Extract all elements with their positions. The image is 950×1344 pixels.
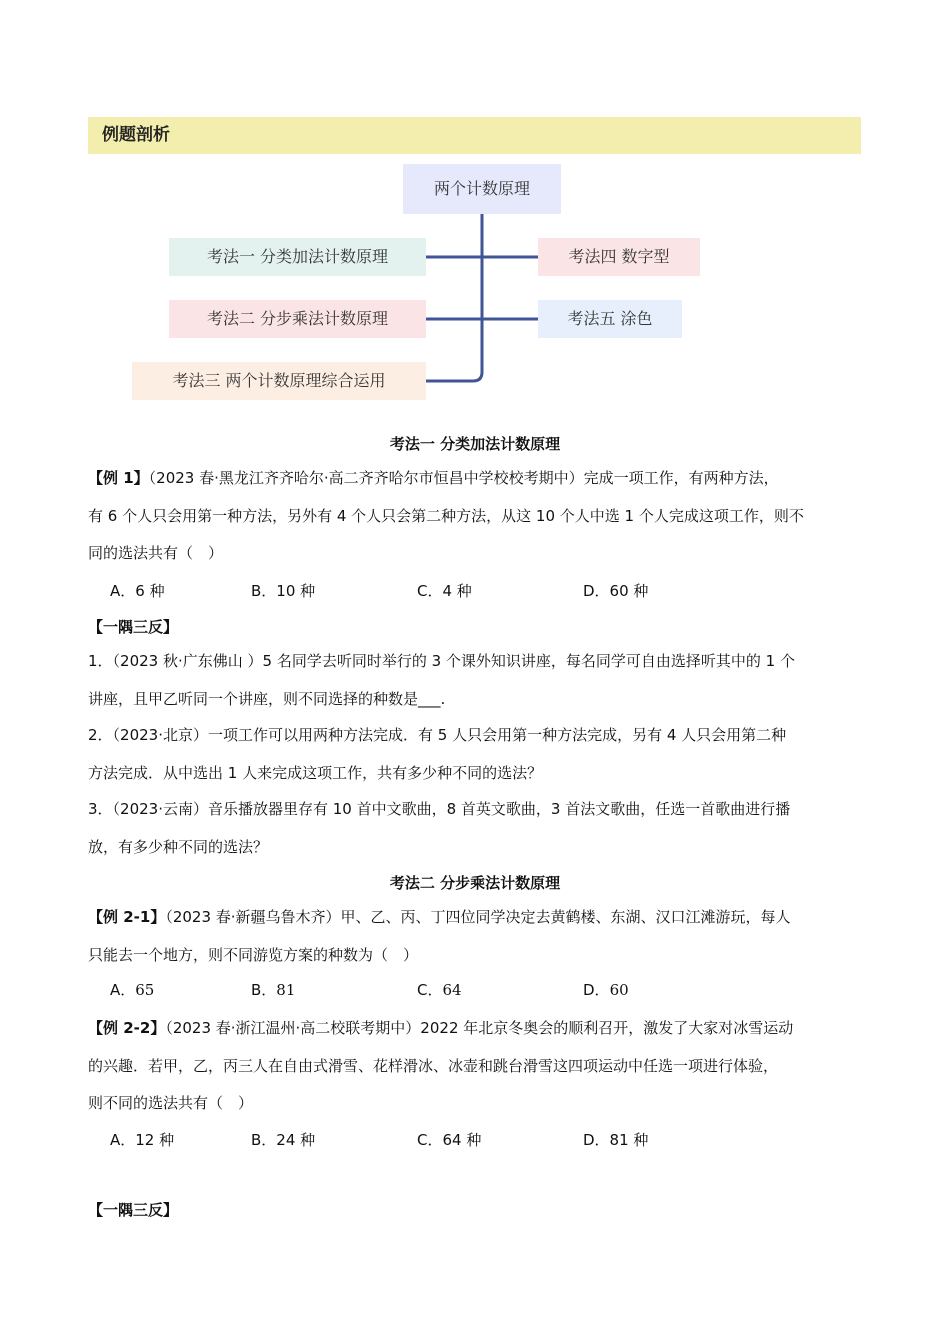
question-1-line-1: 1．（2023 秋·广东佛山 ）5 名同学去听同时举行的 3 个课外知识讲座，每名同学可自由选择听其中的 1 个	[88, 652, 795, 670]
section-title: 例题剖析	[88, 117, 861, 154]
example-1-option-c: C．4 种	[417, 582, 472, 600]
mindmap-kaofa4: 考法四 数字型	[538, 238, 700, 276]
example-2-1-option-d: D．60	[583, 981, 629, 999]
example-2-2-line-2: 的兴趣．若甲，乙，丙三人在自由式滑雪、花样滑冰、冰壶和跳台滑雪这四项运动中任选一项进行体验，	[88, 1057, 779, 1075]
branch-line-3	[426, 372, 482, 381]
example-2-2-option-d: D．81 种	[583, 1131, 649, 1149]
example-2-2-option-a: A．12 种	[110, 1131, 175, 1149]
example-1-tag: 【例 1】	[88, 469, 149, 487]
example-1-line-3: 同的选法共有（ ）	[88, 544, 224, 562]
kaofa1-heading: 考法一 分类加法计数原理	[389, 435, 561, 453]
example-2-2-option-c: C．64 种	[417, 1131, 482, 1149]
question-1-line-2: 讲座，且甲乙听同一个讲座，则不同选择的种数是___.	[88, 690, 446, 708]
example-1-line-1: 【例 1】（2023 春·黑龙江齐齐哈尔·高二齐齐哈尔市恒昌中学校校考期中）完成一项工作，有两种方法，	[88, 469, 779, 487]
mindmap-kaofa3: 考法三 两个计数原理综合运用	[132, 362, 426, 400]
question-3-line-2: 放，有多少种不同的选法？	[88, 838, 269, 856]
example-2-2-option-b: B．24 种	[251, 1131, 316, 1149]
yiyu-sanfan-2: 【一隅三反】	[88, 1201, 179, 1219]
example-2-2-tag: 【例 2-2】	[88, 1019, 166, 1037]
example-2-1-option-a: A．65	[110, 981, 155, 999]
example-2-2-line-1: 【例 2-2】（2023 春·浙江温州·高二校联考期中）2022 年北京冬奥会的顺利召开，激发了大家对冰雪运动	[88, 1019, 794, 1037]
example-2-1-option-b: B．81	[251, 981, 296, 999]
question-2-line-2: 方法完成．从中选出 1 人来完成这项工作，共有多少种不同的选法？	[88, 764, 543, 782]
yiyu-sanfan-1: 【一隅三反】	[88, 618, 179, 636]
question-3-line-1: 3．（2023·云南）音乐播放器里存有 10 首中文歌曲，8 首英文歌曲，3 首法文歌曲，任选一首歌曲进行播	[88, 800, 791, 818]
example-2-1-tag: 【例 2-1】	[88, 908, 166, 926]
mindmap-kaofa5: 考法五 涂色	[538, 300, 682, 338]
kaofa2-heading: 考法二 分步乘法计数原理	[389, 874, 561, 892]
example-2-1-line-2: 只能去一个地方，则不同游览方案的种数为（ ）	[88, 946, 419, 964]
example-2-2-line-3: 则不同的选法共有（ ）	[88, 1094, 254, 1112]
example-2-1-option-c: C．64	[417, 981, 462, 999]
example-1-option-a: A．6 种	[110, 582, 165, 600]
example-1-option-d: D．60 种	[583, 582, 649, 600]
example-1-line-2: 有 6 个人只会用第一种方法，另外有 4 个人只会第二种方法，从这 10 个人中选 1 个人完成这项工作，则不	[88, 507, 804, 525]
question-2-line-1: 2．（2023·北京）一项工作可以用两种方法完成．有 5 人只会用第一种方法完成，另有 4 人只会用第二种	[88, 726, 787, 744]
mindmap-root: 两个计数原理	[403, 164, 561, 214]
mindmap-kaofa2: 考法二 分步乘法计数原理	[169, 300, 426, 338]
example-2-1-line-1: 【例 2-1】（2023 春·新疆乌鲁木齐）甲、乙、丙、丁四位同学决定去黄鹤楼、东湖、汉口江滩游玩，每人	[88, 908, 791, 926]
mindmap-kaofa1: 考法一 分类加法计数原理	[169, 238, 426, 276]
example-1-option-b: B．10 种	[251, 582, 316, 600]
